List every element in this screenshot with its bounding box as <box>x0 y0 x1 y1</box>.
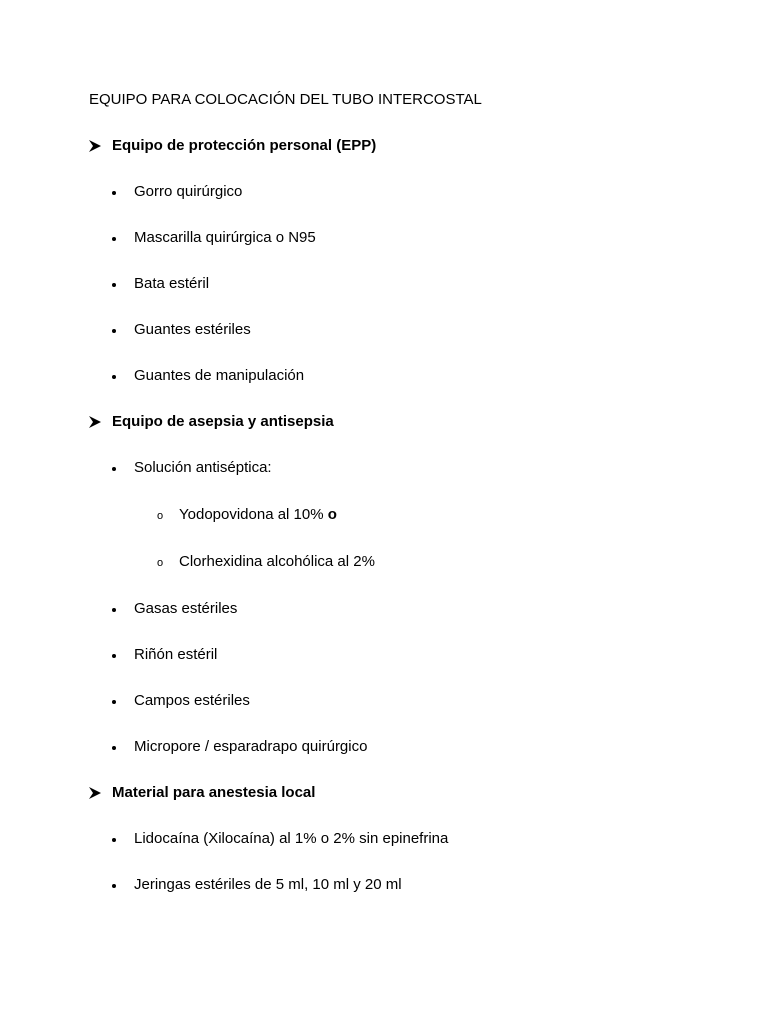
section-heading-label: Equipo de asepsia y antisepsia <box>112 413 334 430</box>
list-item <box>111 692 250 710</box>
list-item <box>111 646 217 664</box>
sub-list-item-label <box>179 553 375 571</box>
list-item-label: Guantes estériles <box>134 321 251 338</box>
list-item <box>111 367 304 385</box>
arrow-bullet-icon <box>89 137 112 155</box>
section-heading-asepsia <box>89 413 334 431</box>
list-item <box>111 183 242 201</box>
sub-list-item-label <box>179 506 337 524</box>
section-heading-label: Material para anestesia local <box>112 784 316 801</box>
bullet-icon <box>111 876 134 894</box>
list-item-label: Bata estéril <box>134 275 210 292</box>
bullet-icon <box>111 229 134 247</box>
document-title: EQUIPO PARA COLOCACIÓN DEL TUBO INTERCOSTAL <box>89 91 482 108</box>
list-item-label: Micropore / esparadrapo quirúrgico <box>134 738 368 755</box>
list-item <box>111 830 448 848</box>
section-heading-epp <box>89 137 376 155</box>
list-item <box>111 229 316 247</box>
list-item <box>111 459 272 477</box>
list-item <box>111 738 367 756</box>
bullet-icon <box>111 321 134 339</box>
list-item <box>111 275 209 293</box>
sub-list-item <box>157 506 337 524</box>
sub-list-item-text: Clorhexidina alcohólica al 2% <box>179 553 375 570</box>
bullet-icon <box>111 459 134 477</box>
bullet-icon <box>111 600 134 618</box>
bullet-icon <box>111 183 134 201</box>
bullet-icon <box>111 367 134 385</box>
arrow-bullet-icon <box>89 413 112 431</box>
list-item-label: Guantes de manipulación <box>134 367 305 384</box>
list-item-label: Mascarilla quirúrgica o N95 <box>134 229 316 246</box>
list-item <box>111 876 402 894</box>
bullet-icon <box>111 738 134 756</box>
list-item-label: Gorro quirúrgico <box>134 183 243 200</box>
list-item-label: Campos estériles <box>134 692 250 709</box>
list-item <box>111 600 237 618</box>
list-item-label: Solución antiséptica: <box>134 459 272 476</box>
bullet-icon <box>111 692 134 710</box>
section-heading-label: Equipo de protección personal (EPP) <box>112 137 377 154</box>
bullet-icon <box>111 830 134 848</box>
list-item-label: Lidocaína (Xilocaína) al 1% o 2% sin epinefrina <box>134 830 449 847</box>
conjunction-text: o <box>327 506 337 523</box>
arrow-bullet-icon <box>89 784 112 802</box>
sub-list-item-text: Yodopovidona al 10% <box>179 506 328 523</box>
list-item-label: Riñón estéril <box>134 646 218 663</box>
list-item <box>111 321 251 339</box>
bullet-icon <box>111 275 134 293</box>
circle-bullet-icon: o <box>157 510 164 522</box>
circle-bullet-icon: o <box>157 557 164 569</box>
list-item-label: Gasas estériles <box>134 600 238 617</box>
list-item-label: Jeringas estériles de 5 ml, 10 ml y 20 ml <box>134 876 402 893</box>
bullet-icon <box>111 646 134 664</box>
sub-list-item <box>157 553 375 571</box>
section-heading-anestesia <box>89 784 315 802</box>
